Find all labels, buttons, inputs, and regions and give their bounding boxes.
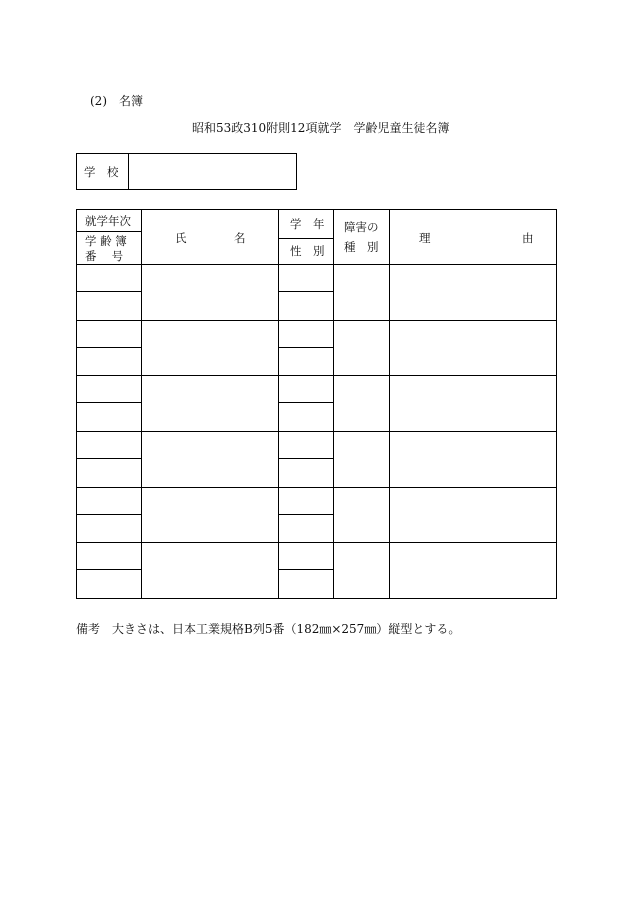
header-sex: 性 別 [290, 244, 325, 258]
row-half-split-left [77, 291, 141, 292]
row-half-split-grade [278, 514, 333, 515]
row-half-split-left [77, 514, 141, 515]
row-half-split-grade [278, 347, 333, 348]
row-half-split-grade [278, 291, 333, 292]
school-label: 学 校 [84, 165, 119, 179]
section-heading: (2) 名簿 [90, 94, 143, 108]
col-line-4 [389, 210, 390, 598]
header-name-right: 名 [234, 231, 246, 245]
row-half-split-grade [278, 402, 333, 403]
row-separator [77, 431, 556, 432]
row-separator [77, 320, 556, 321]
row-separator [77, 375, 556, 376]
header-split-grade [278, 238, 333, 239]
row-half-split-left [77, 347, 141, 348]
row-half-split-grade [278, 458, 333, 459]
col-line-3 [333, 210, 334, 598]
row-half-split-left [77, 569, 141, 570]
col-line-1 [141, 210, 142, 598]
header-reason-right: 由 [522, 231, 534, 245]
row-separator [77, 542, 556, 543]
row-half-split-left [77, 402, 141, 403]
row-half-split-left [77, 458, 141, 459]
header-split-left [77, 231, 141, 232]
roster-table [76, 209, 557, 599]
header-disability-line2: 種 別 [344, 240, 379, 254]
col-line-2 [278, 210, 279, 598]
row-separator [77, 264, 556, 265]
header-grade: 学 年 [290, 217, 325, 231]
header-disability-line1: 障害の [344, 220, 379, 234]
row-separator [77, 487, 556, 488]
header-name-left: 氏 [175, 231, 187, 245]
row-half-split-grade [278, 569, 333, 570]
header-year: 就学年次 [85, 214, 131, 228]
school-box [76, 153, 297, 190]
school-box-divider [128, 154, 129, 189]
header-register-line2: 番 号 [85, 249, 124, 263]
document-title: 昭和53政310附則12項就学 学齢児童生徒名簿 [192, 121, 450, 135]
header-reason-left: 理 [419, 231, 431, 245]
header-register-line1: 学 齢 簿 [85, 234, 127, 248]
remarks: 備考 大きさは、日本工業規格B列5番（182㎜×257㎜）縦型とする。 [76, 622, 461, 636]
